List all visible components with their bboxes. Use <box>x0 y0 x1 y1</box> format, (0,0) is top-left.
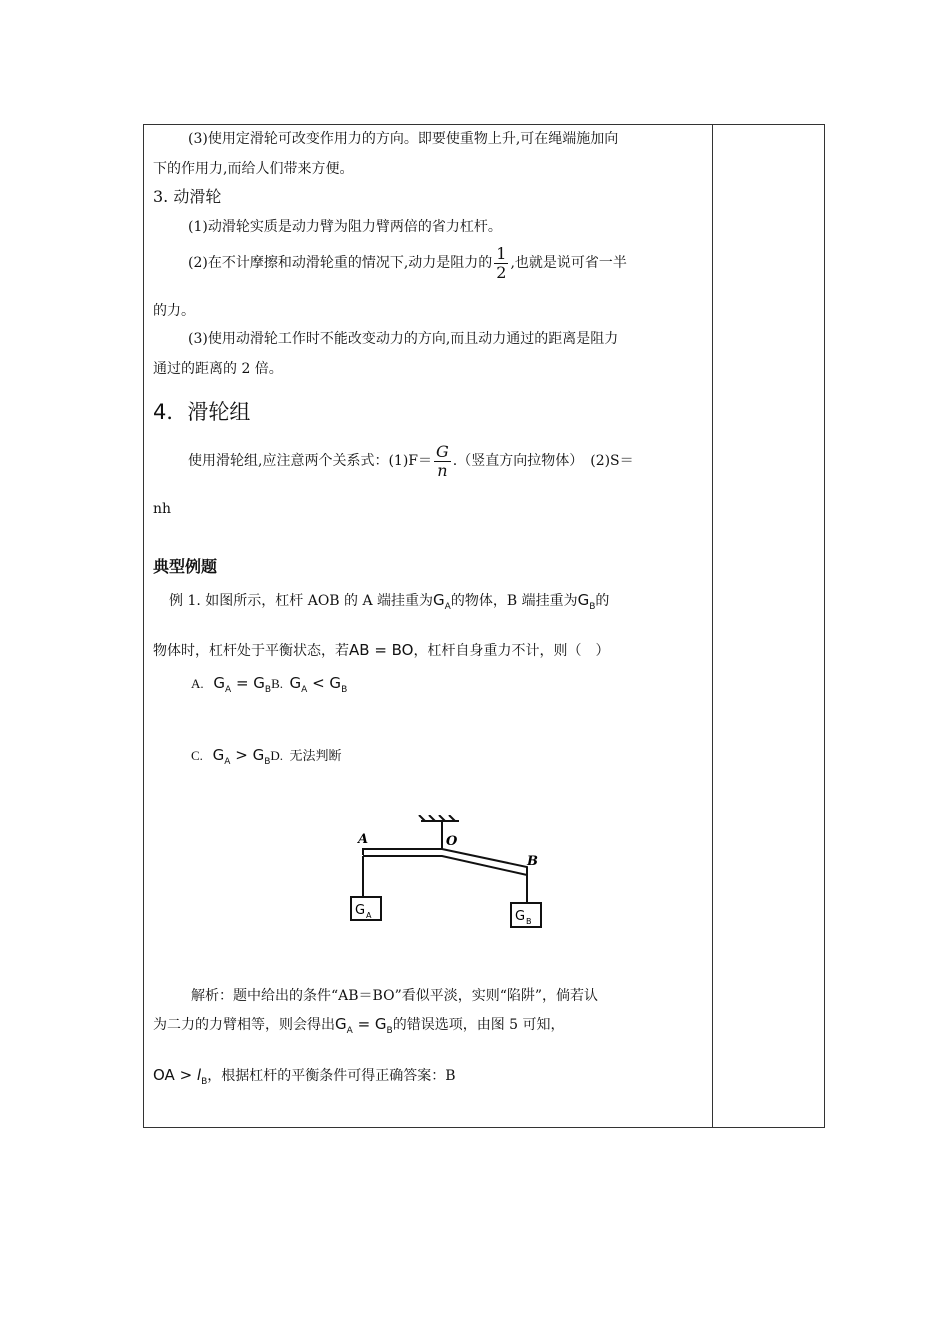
box-a-g: G <box>355 903 366 918</box>
option-d-text: 无法判断 <box>289 748 342 763</box>
math-ga-eq-gb: $G_A = G_B$ <box>335 1015 393 1036</box>
example-line <box>169 590 609 617</box>
math-ga: $G_A$ <box>433 591 451 612</box>
option-row-ab <box>191 673 347 700</box>
fraction-denominator: n <box>437 460 448 480</box>
text-segment: 物体时，杠杆处于平衡状态，若 <box>153 643 349 659</box>
math-gb: $G_B$ <box>577 591 596 612</box>
solution-line <box>153 1065 456 1092</box>
option-row-cd <box>191 745 342 772</box>
option-b-label: B. <box>271 676 284 691</box>
box-a-sub: A <box>366 911 372 920</box>
option-c-math: $G_A > G_B$ <box>212 746 271 767</box>
text-segment: ，杠杆自身重力不计，则（ ） <box>413 643 610 659</box>
example-line <box>153 640 610 661</box>
section-heading: 3. 动滑轮 <box>153 187 222 206</box>
fraction-one-half <box>494 245 508 282</box>
math-ab-bo: AB = BO <box>349 641 414 659</box>
fraction-denominator: 2 <box>496 262 507 282</box>
text-line: nh <box>153 501 172 517</box>
text-segment: 的 <box>595 593 610 609</box>
lever-diagram <box>349 815 559 940</box>
text-segment: (2)在不计摩擦和动滑轮重的情况下,动力是阻力的 <box>188 255 493 271</box>
text-line: 的力。 <box>153 303 195 319</box>
fraction-g-over-n <box>434 443 451 480</box>
option-a-label: A. <box>191 676 204 691</box>
box-b-g: G <box>515 909 526 924</box>
text-segment: .（竖直方向拉物体） (2)S＝ <box>452 453 634 469</box>
text-segment: 的物体，B 端挂重为 <box>450 593 578 609</box>
section-heading: 4．滑轮组 <box>153 400 251 424</box>
text-segment: ，根据杠杆的平衡条件可得正确答案：B <box>207 1068 456 1084</box>
text-line: (3)使用动滑轮工作时不能改变动力的方向,而且动力通过的距离是阻力 <box>188 331 619 347</box>
label-a: A <box>358 832 369 847</box>
text-line: (1)动滑轮实质是动力臂为阻力臂两倍的省力杠杆。 <box>188 219 502 235</box>
option-a-math: $G_A = G_B$ <box>213 674 272 695</box>
option-d-label: D. <box>270 748 284 763</box>
text-line <box>188 441 634 481</box>
fraction-numerator: 1 <box>496 243 507 263</box>
text-line <box>188 243 627 283</box>
fraction-numerator: G <box>436 441 449 461</box>
column-divider <box>712 125 713 1127</box>
option-c-label: C. <box>191 748 203 763</box>
text-line: (3)使用定滑轮可改变作用力的方向。即要使重物上升,可在绳端施加向 <box>188 131 619 147</box>
text-segment: 例 1. 如图所示，杠杆 AOB 的 A 端挂重为 <box>169 593 434 609</box>
section-heading: 典型例题 <box>153 557 218 576</box>
text-line: 下的作用力,而给人们带来方便。 <box>153 161 354 177</box>
text-segment: 为二力的力臂相等，则会得出 <box>153 1017 335 1033</box>
solution-line: 解析：题中给出的条件“AB＝BO”看似平淡，实则“陷阱”，倘若认 <box>191 988 599 1004</box>
text-segment: ,也就是说可省一半 <box>510 255 627 271</box>
box-b-sub: B <box>526 917 532 926</box>
text-line: 通过的距离的 2 倍。 <box>153 361 283 377</box>
lever-bar <box>363 849 527 875</box>
label-b: B <box>527 854 538 869</box>
label-o: O <box>446 834 458 849</box>
text-segment: 的错误选项，由图 5 可知， <box>392 1017 565 1033</box>
solution-line <box>153 1014 565 1041</box>
math-oa-gt-lb: OA > $l_B$ <box>153 1066 208 1087</box>
text-segment: 使用滑轮组,应注意两个关系式：(1)F＝ <box>188 453 432 469</box>
option-b-math: $G_A < G_B$ <box>289 674 348 695</box>
content-table <box>143 124 825 1128</box>
